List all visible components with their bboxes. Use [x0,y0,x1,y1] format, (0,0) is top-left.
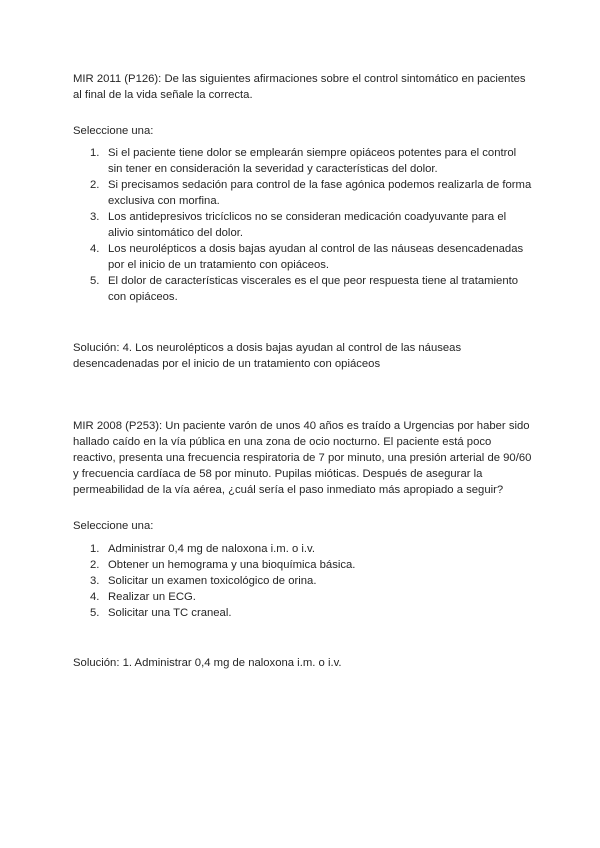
option-number: 4. [90,591,100,603]
question-2-option-3 [73,573,533,589]
question-1-solution: Solución: 4. Los neurolépticos a dosis bajas ayudan al control de las náuseas desencadenadas por el inicio de un tratamiento con opiáceos [73,342,462,370]
option-number: 1. [90,147,100,159]
question-1-prompt: MIR 2011 (P126): De las siguientes afirmaciones sobre el control sintomático en pacientes al final de la vida señale la correcta. [73,73,526,101]
question-1-select-label: Seleccione una: [73,125,154,137]
option-number: 2. [90,559,100,571]
question-1-option-2 [73,177,533,209]
option-text: Si el paciente tiene dolor se emplearán siempre opiáceos potentes para el control sin tener en consideración la severidad y características del dolor. [108,147,517,175]
option-text: Si precisamos sedación para control de la fase agónica podemos realizarla de forma exclusiva con morfina. [108,179,532,207]
option-number: 4. [90,243,100,255]
question-1-option-4 [73,241,533,273]
option-number: 5. [90,275,100,287]
question-1-option-3 [73,209,533,241]
question-2-prompt: MIR 2008 (P253): Un paciente varón de unos 40 años es traído a Urgencias por haber sido hallado caído en la vía pública en una zona de ocio nocturno. El paciente está poco reactivo, presenta una frecuencia respiratoria de 7 por minuto, una presión arterial de 90/60 y frecuencia cardíaca de 58 por minuto. Pupilas mióticas. Después de asegurar la permeabilidad de la vía aérea, ¿cuál sería el paso inmediato más apropiado a seguir? [73,420,532,496]
option-number: 2. [90,179,100,191]
question-2-select-label: Seleccione una: [73,520,154,532]
option-number: 1. [90,543,100,555]
option-text: El dolor de características viscerales es el que peor respuesta tiene al tratamiento con opiáceos. [108,275,519,303]
option-text: Administrar 0,4 mg de naloxona i.m. o i.v. [108,543,315,555]
question-2-solution: Solución: 1. Administrar 0,4 mg de naloxona i.m. o i.v. [73,657,342,669]
question-1-options [73,145,533,305]
question-2-options [73,541,533,621]
option-text: Realizar un ECG. [108,591,196,603]
option-number: 3. [90,575,100,587]
question-2-option-5 [73,605,533,621]
option-number: 5. [90,607,100,619]
option-text: Los antidepresivos tricíclicos no se consideran medicación coadyuvante para el alivio sintomático del dolor. [108,211,507,239]
option-number: 3. [90,211,100,223]
option-text: Solicitar una TC craneal. [108,607,232,619]
question-1-option-5 [73,273,533,305]
option-text: Solicitar un examen toxicológico de orina. [108,575,317,587]
question-2-option-2 [73,557,533,573]
question-2-option-4 [73,589,533,605]
option-text: Los neurolépticos a dosis bajas ayudan al control de las náuseas desencadenadas por el inicio de un tratamiento con opiáceos. [108,243,524,271]
question-1-option-1 [73,145,533,177]
option-text: Obtener un hemograma y una bioquímica básica. [108,559,356,571]
question-2-option-1 [73,541,533,557]
